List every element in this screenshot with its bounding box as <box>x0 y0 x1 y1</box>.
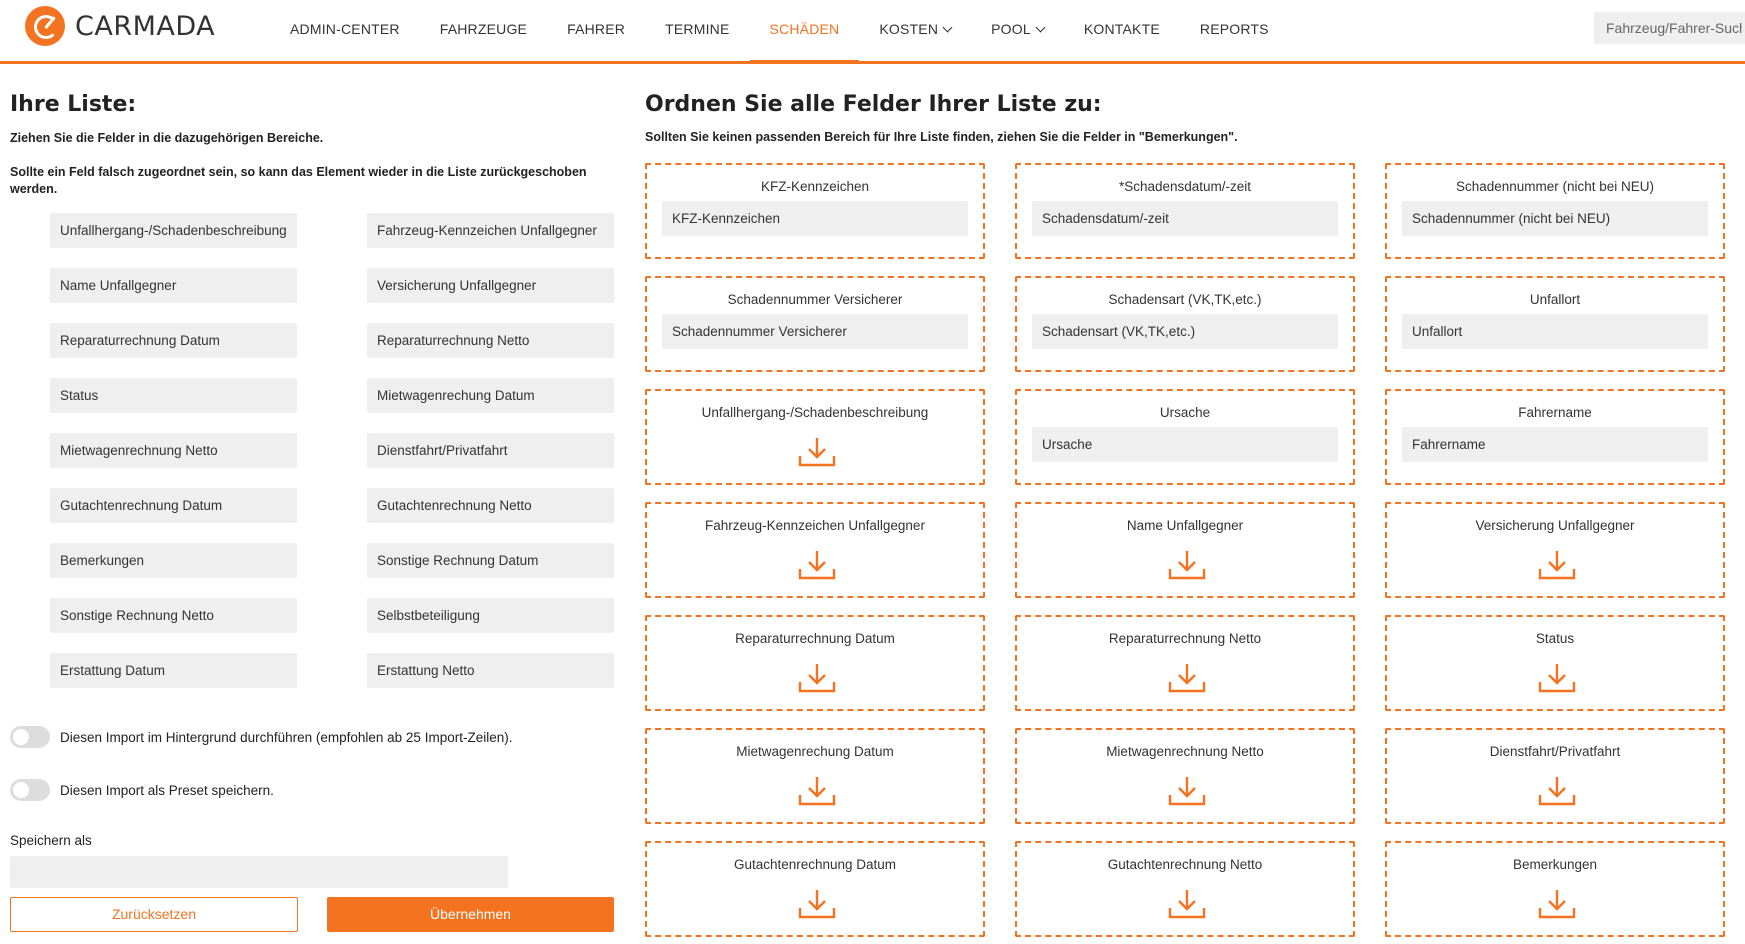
list-field-chip[interactable]: Bemerkungen <box>50 543 297 578</box>
list-field-chip[interactable]: Mietwagenrechnung Netto <box>50 433 297 468</box>
drop-zone-label: Reparaturrechnung Datum <box>735 631 895 646</box>
drop-zone[interactable] <box>1385 615 1725 711</box>
assigned-field-chip[interactable]: Schadensdatum/-zeit <box>1032 201 1338 236</box>
download-arrow-icon <box>798 549 836 581</box>
apply-button[interactable]: Übernehmen <box>327 897 614 932</box>
drop-zone-label: Schadennummer Versicherer <box>727 292 903 307</box>
main-nav <box>270 0 1289 61</box>
save-as-input[interactable] <box>10 856 508 888</box>
nav-item-6[interactable] <box>971 0 1064 61</box>
drop-zone[interactable] <box>1015 841 1355 937</box>
drop-zone-label: Unfallort <box>1529 292 1581 307</box>
download-arrow-icon <box>1538 775 1576 807</box>
list-hint-drag: Ziehen Sie die Felder in die dazugehörigen Bereiche. <box>10 131 324 145</box>
list-field-chip[interactable]: Selbstbeteiligung <box>367 598 614 633</box>
download-arrow-icon <box>798 775 836 807</box>
drop-zone-label: KFZ-Kennzeichen <box>760 179 870 194</box>
drop-zone-label: Gutachtenrechnung Datum <box>733 857 897 872</box>
list-field-chip[interactable]: Reparaturrechnung Netto <box>367 323 614 358</box>
download-arrow-icon <box>1538 549 1576 581</box>
drop-zone[interactable] <box>1015 389 1355 485</box>
nav-item-label: ADMIN-CENTER <box>290 21 400 37</box>
drop-zone[interactable] <box>1385 841 1725 937</box>
download-arrow-icon <box>798 436 836 468</box>
nav-item-label: POOL <box>991 21 1031 37</box>
background-import-toggle[interactable] <box>10 726 50 748</box>
drop-zone-label: Schadensart (VK,TK,etc.) <box>1108 292 1262 307</box>
nav-item-label: FAHRZEUGE <box>439 21 528 37</box>
nav-item-1[interactable] <box>420 0 547 61</box>
nav-item-label: KOSTEN <box>879 21 939 37</box>
save-preset-label: Diesen Import als Preset speichern. <box>60 782 274 798</box>
download-arrow-icon <box>1168 662 1206 694</box>
drop-zone-label: Unfallhergang-/Schadenbeschreibung <box>701 405 929 420</box>
drop-zone-label: Mietwagenrechung Datum <box>736 744 894 759</box>
drop-zone[interactable] <box>645 841 985 937</box>
save-preset-toggle[interactable] <box>10 779 50 801</box>
drop-zone[interactable] <box>645 728 985 824</box>
nav-item-label: FAHRER <box>567 21 626 37</box>
list-title: Ihre Liste: <box>10 92 137 117</box>
list-field-chip[interactable]: Versicherung Unfallgegner <box>367 268 614 303</box>
nav-item-3[interactable] <box>645 0 749 61</box>
nav-item-label: SCHÄDEN <box>769 21 840 37</box>
assigned-field-chip[interactable]: Fahrername <box>1402 427 1708 462</box>
list-field-chip[interactable]: Gutachtenrechnung Netto <box>367 488 614 523</box>
mapping-title: Ordnen Sie alle Felder Ihrer Liste zu: <box>645 92 1102 117</box>
drop-zone[interactable] <box>1385 728 1725 824</box>
assigned-field-chip[interactable]: Schadennummer (nicht bei NEU) <box>1402 201 1708 236</box>
list-hint-reassign: Sollte ein Feld falsch zugeordnet sein, so kann das Element wieder in die Liste zurückgeschoben werden. <box>10 165 587 196</box>
assigned-field-chip[interactable]: Unfallort <box>1402 314 1708 349</box>
drop-zone-label: Fahrzeug-Kennzeichen Unfallgegner <box>705 518 925 533</box>
drop-zone-label: Gutachtenrechnung Netto <box>1107 857 1263 872</box>
download-arrow-icon <box>1168 775 1206 807</box>
nav-item-label: KONTAKTE <box>1083 21 1160 37</box>
drop-zone[interactable] <box>1015 728 1355 824</box>
drop-zone-label: Fahrername <box>1518 405 1592 420</box>
brand-logo[interactable] <box>25 6 215 46</box>
drop-zone[interactable] <box>645 502 985 598</box>
nav-item-8[interactable] <box>1180 0 1289 61</box>
drop-zone[interactable] <box>1385 276 1725 372</box>
drop-zone[interactable] <box>1385 163 1725 259</box>
chevron-down-icon <box>1035 23 1045 33</box>
list-field-chip[interactable]: Sonstige Rechnung Netto <box>50 598 297 633</box>
list-field-chip[interactable]: Mietwagenrechung Datum <box>367 378 614 413</box>
assigned-field-chip[interactable]: Schadennummer Versicherer <box>662 314 968 349</box>
save-preset-row <box>10 779 274 801</box>
drop-zone-label: Ursache <box>1159 405 1211 420</box>
drop-zone-label: Name Unfallgegner <box>1126 518 1244 533</box>
download-arrow-icon <box>1168 549 1206 581</box>
assigned-field-chip[interactable]: KFZ-Kennzeichen <box>662 201 968 236</box>
save-as-label: Speichern als <box>10 833 92 848</box>
drop-zone-label: Schadennummer (nicht bei NEU) <box>1455 179 1655 194</box>
nav-item-label: REPORTS <box>1199 21 1269 37</box>
drop-zone[interactable] <box>1015 502 1355 598</box>
vehicle-driver-search-input[interactable] <box>1594 12 1745 44</box>
nav-item-label: TERMINE <box>665 21 730 37</box>
drop-zone[interactable] <box>1015 163 1355 259</box>
download-arrow-icon <box>798 888 836 920</box>
list-field-chip[interactable]: Name Unfallgegner <box>50 268 297 303</box>
list-field-chip[interactable]: Status <box>50 378 297 413</box>
drop-zone[interactable] <box>645 163 985 259</box>
drop-zone-label: *Schadensdatum/-zeit <box>1118 179 1252 194</box>
list-field-chip[interactable]: Gutachtenrechnung Datum <box>50 488 297 523</box>
top-header <box>0 0 1745 64</box>
drop-zone-label: Reparaturrechnung Netto <box>1108 631 1262 646</box>
background-import-label: Diesen Import im Hintergrund durchführen (empfohlen ab 25 Import-Zeilen). <box>60 729 513 745</box>
chevron-down-icon <box>943 23 953 33</box>
nav-item-4[interactable] <box>750 0 860 61</box>
list-field-chip[interactable]: Erstattung Netto <box>367 653 614 688</box>
reset-button[interactable]: Zurücksetzen <box>10 897 298 932</box>
drop-zone[interactable] <box>645 615 985 711</box>
nav-item-0[interactable] <box>270 0 420 61</box>
list-field-chip[interactable]: Unfallhergang-/Schadenbeschreibung <box>50 213 297 248</box>
download-arrow-icon <box>798 662 836 694</box>
list-field-chip[interactable]: Erstattung Datum <box>50 653 297 688</box>
download-arrow-icon <box>1538 888 1576 920</box>
drop-zone[interactable] <box>1015 615 1355 711</box>
nav-item-7[interactable] <box>1064 0 1180 61</box>
drop-zone[interactable] <box>1015 276 1355 372</box>
list-field-chip[interactable]: Reparaturrechnung Datum <box>50 323 297 358</box>
list-field-chip[interactable]: Fahrzeug-Kennzeichen Unfallgegner <box>367 213 614 248</box>
background-import-row <box>10 726 512 748</box>
drop-zone[interactable] <box>645 389 985 485</box>
drop-zone[interactable] <box>645 276 985 372</box>
drop-zone[interactable] <box>1385 389 1725 485</box>
assigned-field-chip[interactable]: Schadensart (VK,TK,etc.) <box>1032 314 1338 349</box>
drop-zone-label: Mietwagenrechnung Netto <box>1106 744 1264 759</box>
drop-zone-label: Dienstfahrt/Privatfahrt <box>1489 744 1621 759</box>
assigned-field-chip[interactable]: Ursache <box>1032 427 1338 462</box>
drop-zone-label: Versicherung Unfallgegner <box>1475 518 1635 533</box>
drop-zone[interactable] <box>1385 502 1725 598</box>
download-arrow-icon <box>1538 662 1576 694</box>
nav-item-5[interactable] <box>859 0 971 61</box>
list-field-chip[interactable]: Dienstfahrt/Privatfahrt <box>367 433 614 468</box>
carmada-gauge-icon <box>25 6 65 46</box>
nav-item-2[interactable] <box>547 0 645 61</box>
drop-zone-label: Bemerkungen <box>1512 857 1598 872</box>
brand-name: CARMADA <box>75 10 216 42</box>
mapping-hint: Sollten Sie keinen passenden Bereich für Ihre Liste finden, ziehen Sie die Felder in "Bemerkungen". <box>645 130 1238 144</box>
list-field-chip[interactable]: Sonstige Rechnung Datum <box>367 543 614 578</box>
download-arrow-icon <box>1168 888 1206 920</box>
drop-zone-label: Status <box>1535 631 1575 646</box>
